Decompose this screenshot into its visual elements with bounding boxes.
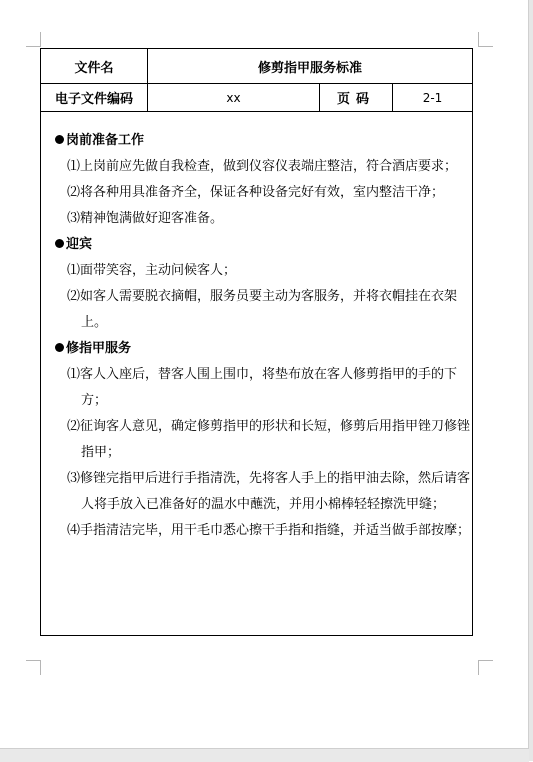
section-title-text: 岗前准备工作	[66, 133, 145, 148]
section-title	[55, 336, 472, 362]
section-title-text: 迎宾	[66, 237, 93, 252]
page-label: 页码	[320, 84, 393, 111]
file-name-label: 文件名	[41, 49, 148, 83]
crop-mark-bottom-right	[478, 660, 493, 675]
file-name-value: 修剪指甲服务标准	[257, 60, 362, 76]
list-item: ⑶修锉完指甲后进行手指清洗，先将客人手上的指甲油去除，然后请客人将手放入已准备好的温水中蘸洗，并用小棉棒轻轻擦洗甲缝；	[67, 471, 471, 512]
page-gap	[0, 748, 529, 762]
list-item: ⑵如客人需要脱衣摘帽，服务员要主动为客服务，并将衣帽挂在衣架上。	[67, 289, 458, 330]
crop-mark-top-left	[26, 32, 41, 47]
crop-mark-bottom-left	[26, 660, 41, 675]
list-item: ⑴客人入座后，替客人围上围巾，将垫布放在客人修剪指甲的手的下方；	[67, 367, 458, 408]
code-value: xx	[148, 84, 320, 111]
section-title	[55, 128, 472, 154]
bullet-icon	[55, 135, 64, 144]
document-body	[41, 112, 472, 544]
document-frame	[40, 48, 473, 636]
bullet-icon	[55, 343, 64, 352]
list-item: ⑵将各种用具准备齐全，保证各种设备完好有效，室内整洁干净；	[67, 185, 445, 200]
header-row-code	[41, 84, 472, 112]
list-item: ⑴上岗前应先做自我检查，做到仪容仪表端庄整洁，符合酒店要求；	[67, 159, 458, 174]
bullet-icon	[55, 239, 64, 248]
section-title-text: 修指甲服务	[66, 341, 132, 356]
list-item: ⑷手指清洁完毕，用干毛巾悉心擦干手指和指缝，并适当做手部按摩；	[67, 523, 471, 538]
list-item: ⑶精神饱满做好迎客准备。	[67, 211, 224, 226]
code-label: 电子文件编码	[41, 84, 148, 111]
page-edge	[528, 0, 533, 761]
page-value: 2-1	[422, 90, 443, 105]
header-row-title	[41, 49, 472, 84]
list-item: ⑴面带笑容，主动问候客人；	[67, 263, 237, 278]
list-item: ⑵征询客人意见，确定修剪指甲的形状和长短，修剪后用指甲锉刀修锉指甲；	[67, 419, 471, 460]
crop-mark-top-right	[478, 32, 493, 47]
section-title	[55, 232, 472, 258]
